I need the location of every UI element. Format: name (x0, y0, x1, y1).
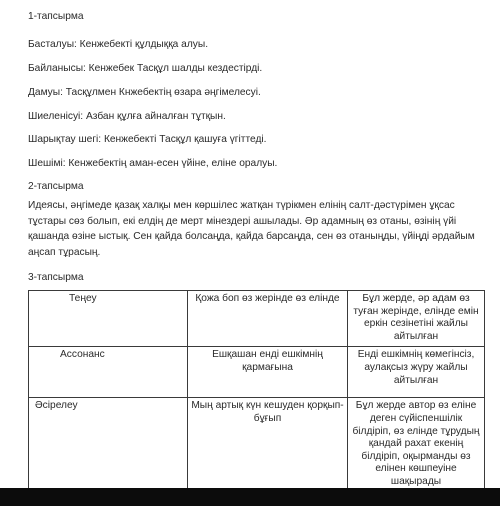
task1-heading: 1-тапсырма (28, 11, 84, 22)
table-row (29, 291, 485, 347)
term-cell (29, 347, 188, 398)
task1-item-tension: Шиеленісуі: Азбан құлға айналған тұтқын. (28, 111, 226, 122)
term-label: Теңеу (69, 293, 97, 304)
example-cell: Қожа боп өз жерінде өз елінде (188, 291, 348, 347)
task2-idea-paragraph: Идеясы, әңгімеде қазақ халқы мен көршілес жатқан түрікмен елінің салт-дәстүрімен ұқсас тұстары сөз болып, екі елдің де мерт мінездері ашылады. Әр адамның өз отаны, өзінің үйі қашанда өзіне ыстық. Сен қайда болсаңда, қайда барсаңда, сен өз отаныңды, үйіңді әрдайым аңсап тұрасың. (28, 200, 475, 259)
term-cell (29, 291, 188, 347)
term-cell (29, 398, 188, 492)
explanation-cell: Бұл жерде автор өз еліне деген сүйіспеншілік білдіріп, өз елінде тұрудың қандай рахат екенің білдіріп, оқырманды өз елінен көшпеуіне шақырады (348, 398, 485, 492)
explanation-cell: Енді ешкімнің көмегінсіз, аулақсыз жүру жайлы айтылған (348, 347, 485, 398)
term-label: Әсірелеу (35, 400, 78, 412)
task3-heading: 3-тапсырма (28, 272, 84, 283)
task1-item-development: Дамуы: Тасқұлмен Кнжебектің өзара әңгімелесуі. (28, 87, 261, 98)
task2-heading: 2-тапсырма (28, 181, 84, 192)
table-row (29, 347, 485, 398)
example-cell: Ешқашан енді ешкімнің қармағына (188, 347, 348, 398)
task1-item-resolution: Шешімі: Кенжебектің аман-есен үйіне, еліне оралуы. (28, 158, 278, 169)
explanation-cell: Бұл жерде, әр адам өз туған жерінде, елінде емін еркін сезінетіні жайлы айтылған (348, 291, 485, 347)
bottom-edge-bar (0, 488, 500, 506)
example-cell: Мың артық күн кешуден қорқып-бұғып (188, 398, 348, 492)
task1-item-beginning: Басталуы: Кенжебекті құлдыққа алуы. (28, 39, 209, 50)
literary-devices-table (28, 290, 485, 493)
term-label: Ассонанс (60, 349, 105, 361)
task1-item-climax: Шарықтау шегі: Кенжебекті Тасқұл қашуға үгіттеді. (28, 134, 267, 145)
table-row (29, 398, 485, 492)
task1-item-connection: Байланысы: Кенжебек Тасқұл шалды кездестірді. (28, 63, 263, 74)
